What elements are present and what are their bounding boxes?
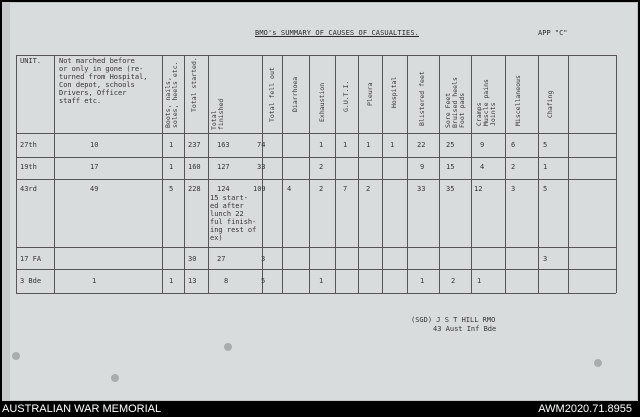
header-pleura: Pleura bbox=[366, 82, 374, 106]
signature-block: (SGD) J S T HILL RMO 43 Aust Inf Bde bbox=[411, 316, 497, 333]
footer-accession-number: AWM2020.71.8955 bbox=[538, 403, 632, 415]
table-rule bbox=[471, 55, 472, 293]
header-exhaustion: Exhaustion bbox=[318, 82, 326, 122]
table-rule bbox=[439, 55, 440, 293]
table-rule bbox=[16, 293, 616, 294]
table-rule bbox=[358, 55, 359, 293]
document-title: BMO's SUMMARY OF CAUSES OF CASUALTIES. bbox=[255, 29, 419, 37]
header-chafing: Chafing bbox=[546, 90, 554, 118]
table-rule bbox=[538, 55, 539, 293]
header-boots: Boots, nails, soles, heels etc. bbox=[164, 61, 179, 128]
table-rule bbox=[184, 55, 185, 293]
table-rule bbox=[505, 55, 506, 293]
footer-institution: AUSTRALIAN WAR MEMORIAL bbox=[2, 403, 162, 415]
header-total-started: Total started. bbox=[190, 57, 198, 112]
punch-hole bbox=[594, 359, 602, 367]
table-rule bbox=[407, 55, 408, 293]
table-rule bbox=[162, 55, 163, 293]
table-rule bbox=[16, 157, 616, 158]
table-rule bbox=[16, 55, 17, 293]
punch-hole bbox=[111, 374, 119, 382]
table-rule bbox=[568, 55, 569, 293]
header-unit: UNIT. bbox=[20, 57, 42, 65]
table-rule bbox=[282, 55, 283, 293]
table-rule bbox=[16, 133, 616, 134]
table-rule bbox=[335, 55, 336, 293]
header-diarrhoea: Diarrhoea bbox=[291, 76, 299, 112]
scan-edge bbox=[2, 2, 10, 401]
header-total-finished: Total finished bbox=[210, 98, 225, 130]
table-rule bbox=[309, 55, 310, 293]
header-total-fell-out: Total fell out bbox=[268, 67, 276, 122]
header-miscellaneous: Miscellaneous bbox=[514, 75, 522, 126]
table-rule bbox=[16, 247, 616, 248]
document-sheet: BMO's SUMMARY OF CAUSES OF CASUALTIES. APP "C" UNIT. Not marched before or only in gone (re- turned from Hospital, Con depot, schools Drivers, Officer staff etc. Boots, nails, soles, heels etc. Total started. Total finished Total fell out Diarrhoea Exhaustion G.U.T.I. Pleura Hospital Blistered feet Sore Feet Bruised heels Foot pads Cramps Muscle pains Joints Miscellaneous Chafing 27th 10 1 237 163 74 1 1 1 1 22 25 9 6 5 19th 17 1 160 127 33 2 9 15 4 2 1 43rd 49 5 228 124 109 4 2 7 2 33 35 12 3 5 15 start- ed after lunch 22 ful finish- ing rest of ex) 17 FA 30 27 3 3 3 Bde 1 1 13 8 5 1 1 2 1 (SGD) J S T HILL RMO 43 Aust Inf Bde bbox=[2, 2, 638, 401]
header-sore-feet: Sore Feet Bruised heels Foot pads bbox=[444, 77, 466, 128]
punch-hole bbox=[12, 352, 20, 360]
table-rule bbox=[16, 55, 616, 56]
table-rule bbox=[382, 55, 383, 293]
table-rule bbox=[16, 269, 616, 270]
table-rule bbox=[16, 179, 616, 180]
punch-hole bbox=[224, 343, 232, 351]
header-hospital: Hospital bbox=[390, 76, 398, 108]
table-rule bbox=[54, 55, 55, 293]
header-muscle-pains: Cramps Muscle pains Joints bbox=[475, 79, 497, 126]
footer-bar bbox=[0, 401, 640, 417]
table-rule bbox=[208, 55, 209, 293]
table-rule bbox=[616, 55, 617, 293]
header-blistered-feet: Blistered feet bbox=[418, 71, 426, 126]
header-guti: G.U.T.I. bbox=[342, 80, 350, 112]
appendix-label: APP "C" bbox=[538, 29, 568, 37]
